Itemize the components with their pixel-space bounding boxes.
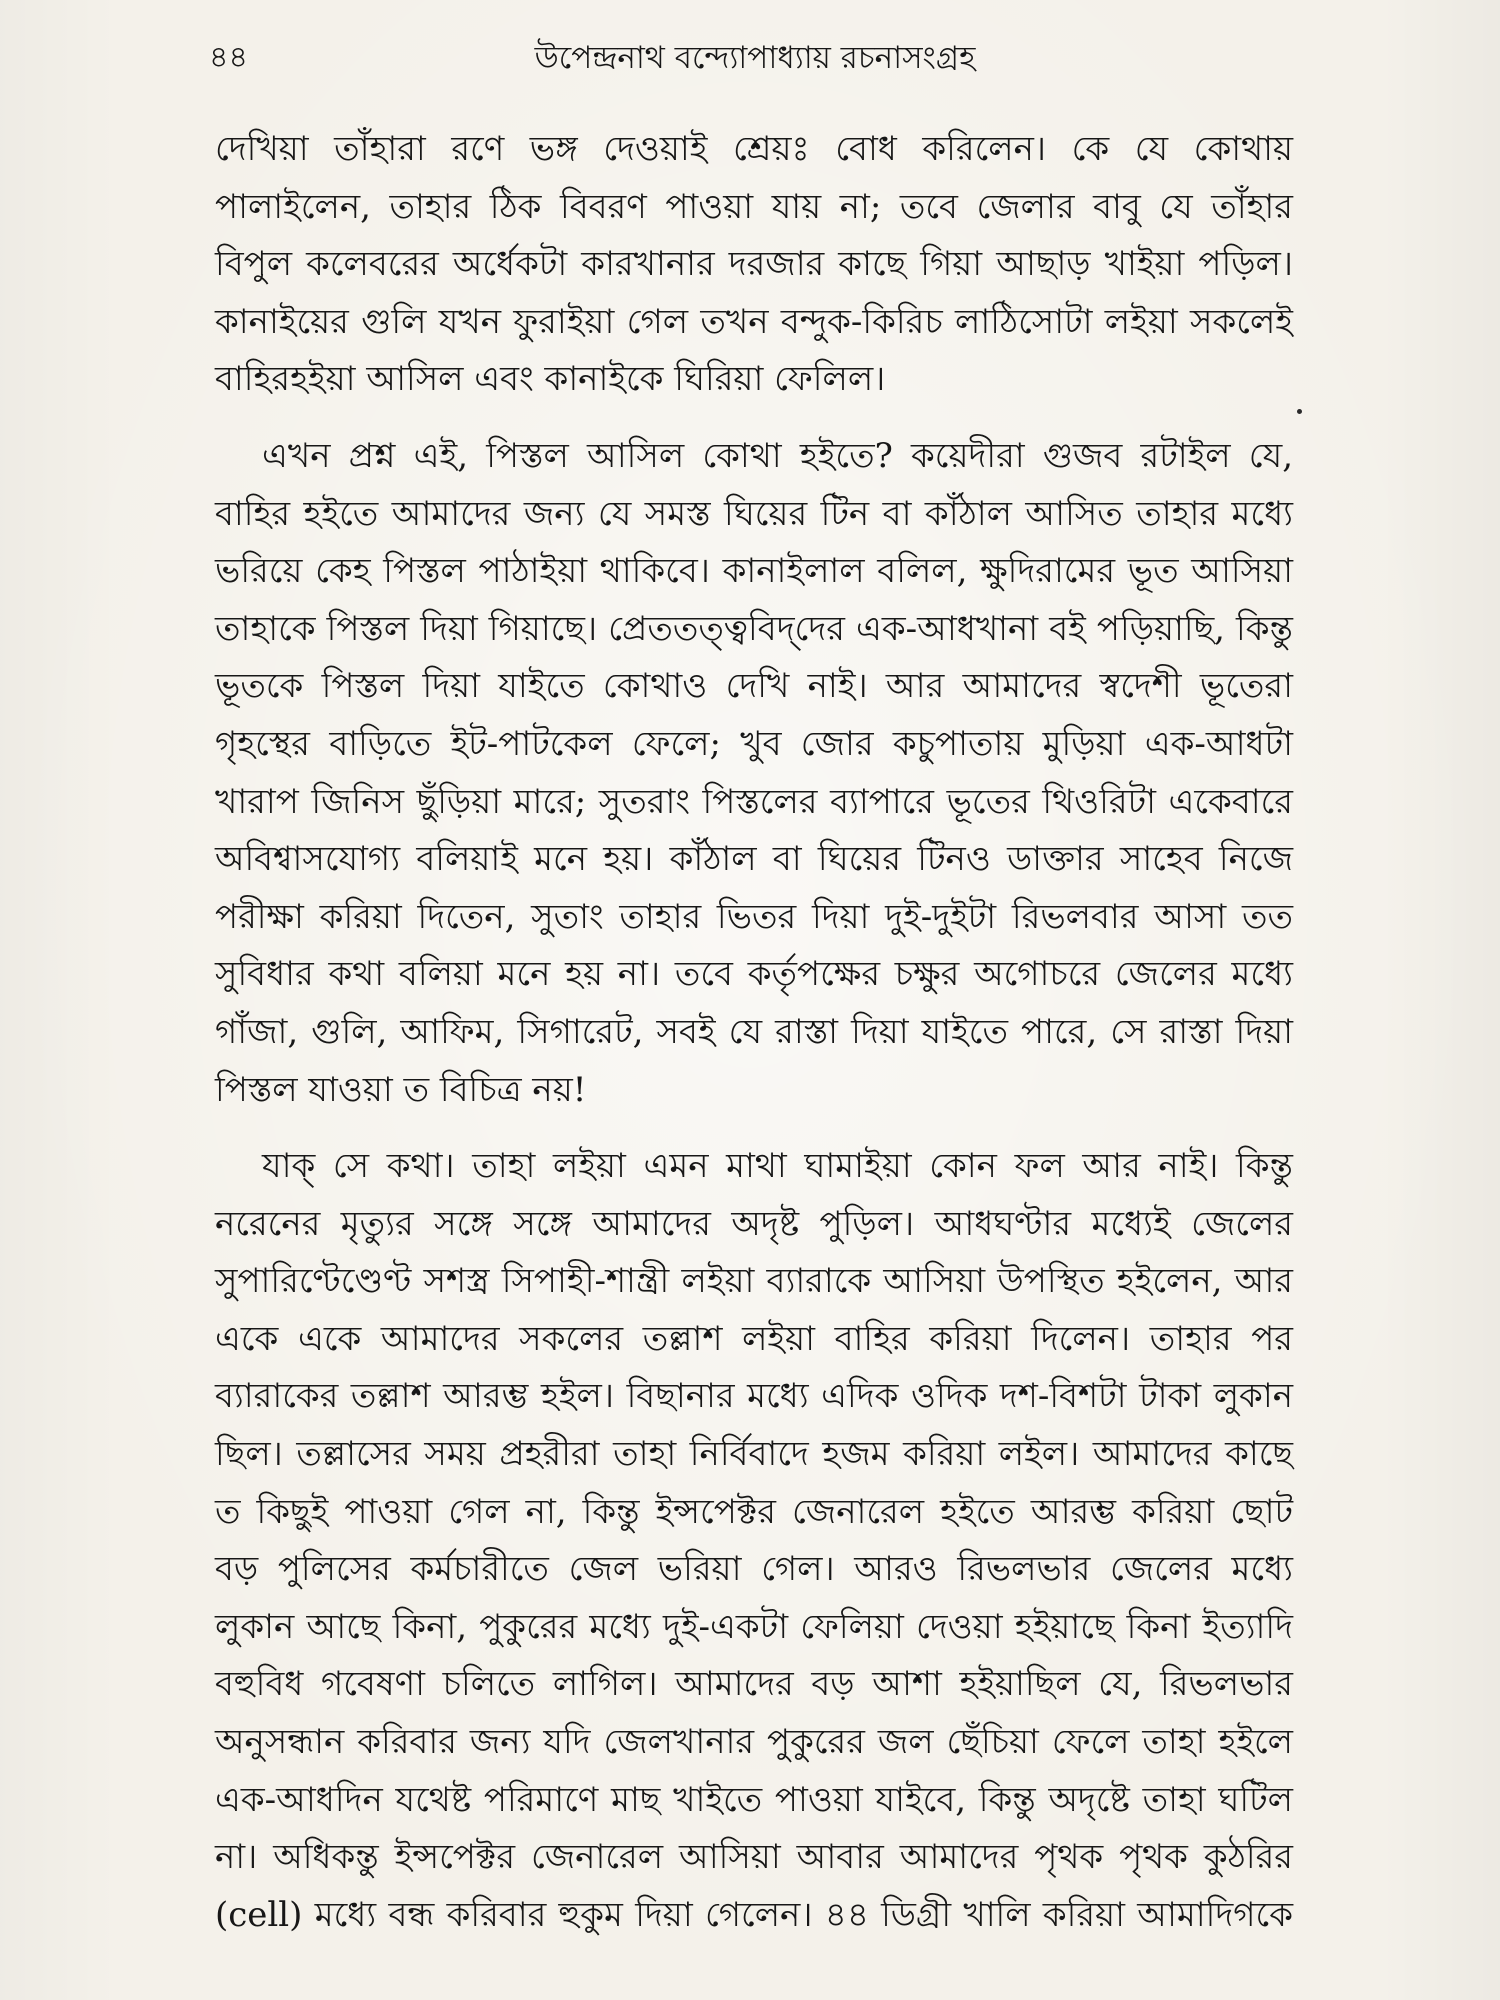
text-line-content: তাহাকে পিস্তল দিয়া গিয়াছে। প্রেততত্ত্ববিদ্‌দের এক-আধখানা বই পড়িয়াছি, কিন্তু: [215, 608, 1293, 649]
text-line-content: ছিল। তল্লাসের সময় প্রহরীরা তাহা নির্বিবাদে হজম করিয়া লইল। আমাদের কাছে: [215, 1434, 1293, 1475]
text-line-content: এক-আধদিন যথেষ্ট পরিমাণে মাছ খাইতে পাওয়া যাইবে, কিন্তু অদৃষ্টে তাহা ঘটিল: [215, 1779, 1293, 1820]
text-line: [215, 428, 1293, 486]
text-line-content: কানাইয়ের গুলি যখন ফুরাইয়া গেল তখন বন্দুক-কিরিচ লাঠিসোটা লইয়া সকলেই: [215, 301, 1293, 342]
text-line-content: বড় পুলিসের কর্মচারীতে জেল ভরিয়া গেল। আরও রিভলভার জেলের মধ্যে: [215, 1549, 1293, 1590]
scan-speck: [1297, 409, 1302, 414]
text-line: [215, 1887, 1293, 1945]
text-line-content: খারাপ জিনিস ছুঁড়িয়া মারে; সুতরাং পিস্তলের ব্যাপারে ভূতের থিওরিটা একেবারে: [215, 781, 1293, 822]
text-line-content: পালাইলেন, তাহার ঠিক বিবরণ পাওয়া যায় না; তবে জেলার বাবু যে তাঁহার: [215, 186, 1293, 227]
text-line: [215, 946, 1293, 1004]
text-line: [215, 543, 1293, 601]
text-line-content: না। অধিকন্তু ইন্সপেক্টর জেনারেল আসিয়া আবার আমাদের পৃথক পৃথক কুঠরির: [215, 1837, 1293, 1878]
text-line-content: বহুবিধ গবেষণা চলিতে লাগিল। আমাদের বড় আশা হইয়াছিল যে, রিভলভার: [215, 1664, 1293, 1705]
text-line: [215, 1253, 1293, 1311]
text-line: [215, 1772, 1293, 1830]
text-line-content: যাক্ সে কথা। তাহা লইয়া এমন মাথা ঘামাইয়া কোন ফল আর নাই। কিন্তু: [262, 1146, 1293, 1187]
text-line-content: নরেনের মৃত্যুর সঙ্গে সঙ্গে আমাদের অদৃষ্ট পুড়িল। আধঘণ্টার মধ্যেই জেলের: [215, 1203, 1293, 1244]
text-line: [215, 658, 1293, 716]
text-line: [215, 486, 1293, 544]
text-line-content: অনুসন্ধান করিবার জন্য যদি জেলখানার পুকুরের জল ছেঁচিয়া ফেলে তাহা হইলে: [215, 1722, 1293, 1763]
text-line: [215, 1656, 1293, 1714]
text-line-content: পিস্তল যাওয়া ত বিচিত্র নয়!: [215, 1069, 587, 1110]
text-line: [215, 1311, 1293, 1369]
text-line-content: সুবিধার কথা বলিয়া মনে হয় না। তবে কর্তৃপক্ষের চক্ষুর অগোচরে জেলের মধ্যে: [215, 954, 1293, 995]
text-line: [215, 1541, 1293, 1599]
text-line-content: (cell) মধ্যে বন্ধ করিবার হুকুম দিয়া গেলেন। ৪৪ ডিগ্রী খালি করিয়া আমাদিগকে: [215, 1894, 1293, 1935]
text-line: [215, 121, 1293, 179]
text-line-content: ত কিছুই পাওয়া গেল না, কিন্তু ইন্সপেক্টর জেনারেল হইতে আরম্ভ করিয়া ছোট: [215, 1491, 1293, 1532]
text-line: [215, 1062, 1293, 1120]
text-line: [215, 179, 1293, 237]
text-line-content: দেখিয়া তাঁহারা রণে ভঙ্গ দেওয়াই শ্রেয়ঃ বোধ করিলেন। কে যে কোথায়: [215, 129, 1293, 169]
text-line: [215, 1426, 1293, 1484]
text-line-content: লুকান আছে কিনা, পুকুরের মধ্যে দুই-একটা ফেলিয়া দেওয়া হইয়াছে কিনা ইত্যাদি: [215, 1606, 1293, 1647]
text-line-content: একে একে আমাদের সকলের তল্লাশ লইয়া বাহির করিয়া দিলেন। তাহার পর: [215, 1318, 1293, 1359]
text-line: [215, 294, 1293, 352]
text-line: [215, 1714, 1293, 1772]
text-line: [215, 351, 1293, 409]
text-line-content: ভূতকে পিস্তল দিয়া যাইতে কোথাও দেখি নাই। আর আমাদের স্বদেশী ভূতেরা: [215, 666, 1293, 707]
page-body: [215, 121, 1293, 1944]
text-line: [215, 1368, 1293, 1426]
text-line-content: বিপুল কলেবরের অর্ধেকটা কারখানার দরজার কাছে গিয়া আছাড় খাইয়া পড়িল।: [215, 244, 1293, 285]
text-line: [215, 1829, 1293, 1887]
text-line-content: বাহিরহইয়া আসিল এবং কানাইকে ঘিরিয়া ফেলিল।: [215, 359, 886, 400]
paragraph: [215, 428, 1293, 1119]
text-line: [215, 1599, 1293, 1657]
page-number: ৪৪: [209, 40, 248, 75]
paragraph: [215, 1138, 1293, 1944]
text-line-content: অবিশ্বাসযোগ্য বলিয়াই মনে হয়। কাঁঠাল বা ঘিয়ের টিনও ডাক্তার সাহেব নিজে: [215, 839, 1293, 880]
text-line: [215, 601, 1293, 659]
text-line: [215, 1004, 1293, 1062]
text-line: [215, 831, 1293, 889]
text-line: [215, 774, 1293, 832]
text-line: [215, 236, 1293, 294]
text-line-content: পরীক্ষা করিয়া দিতেন, সুতাং তাহার ভিতর দিয়া দুই-দুইটা রিভলবার আসা তত: [215, 896, 1293, 937]
text-line: [215, 716, 1293, 774]
text-line-content: ভরিয়ে কেহ পিস্তল পাঠাইয়া থাকিবে। কানাইলাল বলিল, ক্ষুদিরামের ভূত আসিয়া: [215, 551, 1293, 592]
text-line-content: বাহির হইতে আমাদের জন্য যে সমস্ত ঘিয়ের টিন বা কাঁঠাল আসিত তাহার মধ্যে: [215, 493, 1293, 534]
text-line-content: সুপারিণ্টেণ্ডেণ্ট সশস্ত্র সিপাহী-শান্ত্রী লইয়া ব্যারাকে আসিয়া উপস্থিত হইলেন, আর: [215, 1261, 1293, 1302]
text-line: [215, 1196, 1293, 1254]
text-line-content: এখন প্রশ্ন এই, পিস্তল আসিল কোথা হইতে? কয়েদীরা গুজব রটাইল যে,: [262, 435, 1293, 476]
text-line-content: গাঁজা, গুলি, আফিম, সিগারেট, সবই যে রাস্তা দিয়া যাইতে পারে, সে রাস্তা দিয়া: [215, 1011, 1293, 1052]
text-line: [215, 1484, 1293, 1542]
text-line-content: গৃহস্থের বাড়িতে ইট-পাটকেল ফেলে; খুব জোর কচুপাতায় মুড়িয়া এক-আধটা: [215, 723, 1293, 764]
book-title: উপেন্দ্রনাথ বন্দ্যোপাধ্যায় রচনাসংগ্রহ: [534, 40, 976, 76]
text-line: [215, 1138, 1293, 1196]
running-header: [209, 35, 1301, 81]
text-line: [215, 889, 1293, 947]
text-line-content: ব্যারাকের তল্লাশ আরম্ভ হইল। বিছানার মধ্যে এদিক ওদিক দশ-বিশটা টাকা লুকান: [215, 1376, 1293, 1417]
paragraph: [215, 121, 1293, 409]
